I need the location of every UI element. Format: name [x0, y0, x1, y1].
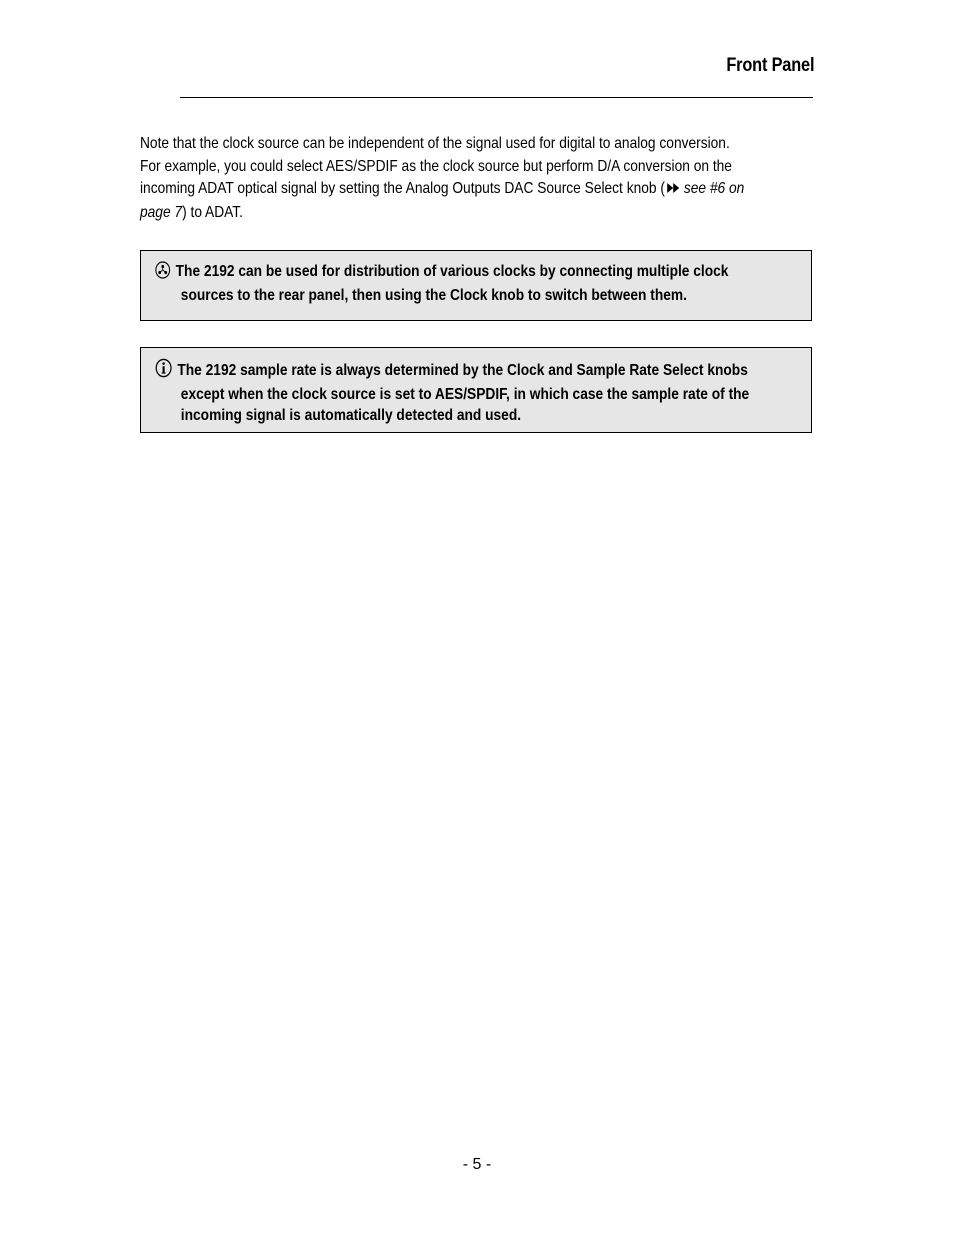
header-divider	[180, 97, 813, 98]
note-line: incoming signal is automatically detected and used.	[180, 407, 522, 424]
body-line: Note that the clock source can be independent of the signal used for digital to analog conversion.	[140, 135, 730, 152]
body-line-text: incoming ADAT optical signal by setting the Analog Outputs DAC Source Select knob (	[140, 180, 665, 197]
info-note-box	[140, 347, 812, 433]
body-paragraph	[140, 133, 811, 224]
body-line-text: ) to ADAT.	[182, 203, 244, 221]
note-line	[155, 358, 809, 384]
tip-note-box	[140, 250, 812, 321]
page-number: - 5 -	[462, 1156, 492, 1173]
note-text: The 2192 can be used for distribution of various clocks by connecting multiple clock	[175, 263, 729, 280]
note-text: The 2192 sample rate is always determined by the Clock and Sample Rate Select knobs	[177, 362, 748, 379]
info-icon	[155, 358, 172, 384]
cross-reference-link-page[interactable]: page 7	[140, 203, 183, 221]
body-line	[140, 178, 811, 202]
body-line	[140, 202, 811, 225]
tip-icon	[155, 261, 170, 285]
page-header-title: Front Panel	[726, 55, 814, 76]
body-line: For example, you could select AES/SPDIF as the clock source but perform D/A conversion on the	[140, 157, 732, 175]
cross-reference-link[interactable]: see #6 on	[683, 180, 745, 197]
fast-forward-icon	[667, 179, 681, 202]
note-line: sources to the rear panel, then using the Clock knob to switch between them.	[180, 287, 687, 304]
note-line: except when the clock source is set to AES/SPDIF, in which case the sample rate of the	[180, 386, 750, 403]
note-line	[155, 261, 809, 285]
